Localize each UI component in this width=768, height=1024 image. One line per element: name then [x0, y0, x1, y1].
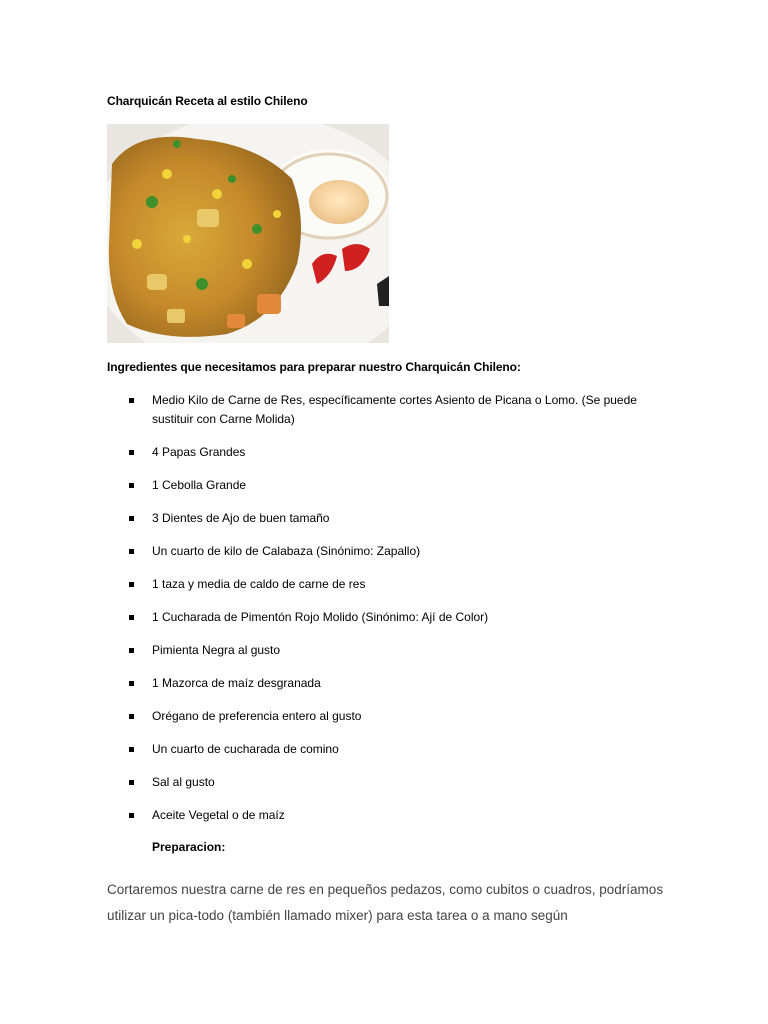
ingredient-text: 3 Dientes de Ajo de buen tamaño — [152, 511, 330, 525]
bullet-icon — [129, 681, 134, 686]
ingredient-text: Aceite Vegetal o de maíz — [152, 808, 285, 822]
bullet-icon — [129, 648, 134, 653]
recipe-title: Charquicán Receta al estilo Chileno — [107, 94, 308, 108]
list-item — [0, 806, 768, 825]
ingredient-text: Medio Kilo de Carne de Res, específicamente cortes Asiento de Picana o Lomo. (Se puede sustituir con Carne Molida) — [152, 393, 637, 426]
bullet-icon — [129, 813, 134, 818]
preparation-heading: Preparacion: — [152, 840, 226, 854]
list-item — [0, 773, 768, 792]
ingredient-text: 1 Cucharada de Pimentón Rojo Molido (Sinónimo: Ají de Color) — [152, 610, 489, 624]
bullet-icon — [129, 582, 134, 587]
list-item — [0, 641, 768, 660]
recipe-photo — [107, 124, 389, 343]
bullet-icon — [129, 516, 134, 521]
ingredient-text: 1 Mazorca de maíz desgranada — [152, 676, 321, 690]
ingredients-heading: Ingredientes que necesitamos para preparar nuestro Charquicán Chileno: — [107, 360, 521, 374]
list-item — [0, 391, 768, 429]
bullet-icon — [129, 747, 134, 752]
ingredient-text: Sal al gusto — [152, 775, 215, 789]
bullet-icon — [129, 483, 134, 488]
list-item — [0, 509, 768, 528]
bullet-icon — [129, 780, 134, 785]
bullet-icon — [129, 549, 134, 554]
bullet-icon — [129, 714, 134, 719]
list-item — [0, 542, 768, 561]
ingredient-text: Un cuarto de cucharada de comino — [152, 742, 339, 756]
ingredients-list — [0, 391, 768, 839]
list-item — [0, 575, 768, 594]
ingredient-text: Pimienta Negra al gusto — [152, 643, 281, 657]
ingredient-text: 1 Cebolla Grande — [152, 478, 247, 492]
list-item — [0, 443, 768, 462]
list-item — [0, 476, 768, 495]
list-item — [0, 707, 768, 726]
list-item — [0, 740, 768, 759]
food-image — [107, 124, 389, 343]
list-item — [0, 608, 768, 627]
ingredient-text: 4 Papas Grandes — [152, 445, 246, 459]
ingredient-text: Un cuarto de kilo de Calabaza (Sinónimo: Zapallo) — [152, 544, 421, 558]
ingredient-text: 1 taza y media de caldo de carne de res — [152, 577, 366, 591]
ingredient-text: Orégano de preferencia entero al gusto — [152, 709, 362, 723]
bullet-icon — [129, 398, 134, 403]
list-item — [0, 674, 768, 693]
bullet-icon — [129, 615, 134, 620]
bullet-icon — [129, 450, 134, 455]
preparation-paragraph: Cortaremos nuestra carne de res en pequeños pedazos, como cubitos o cuadros, podríamos utilizar un pica-todo (también llamado mixer) para esta tarea o a mano según — [107, 882, 664, 923]
